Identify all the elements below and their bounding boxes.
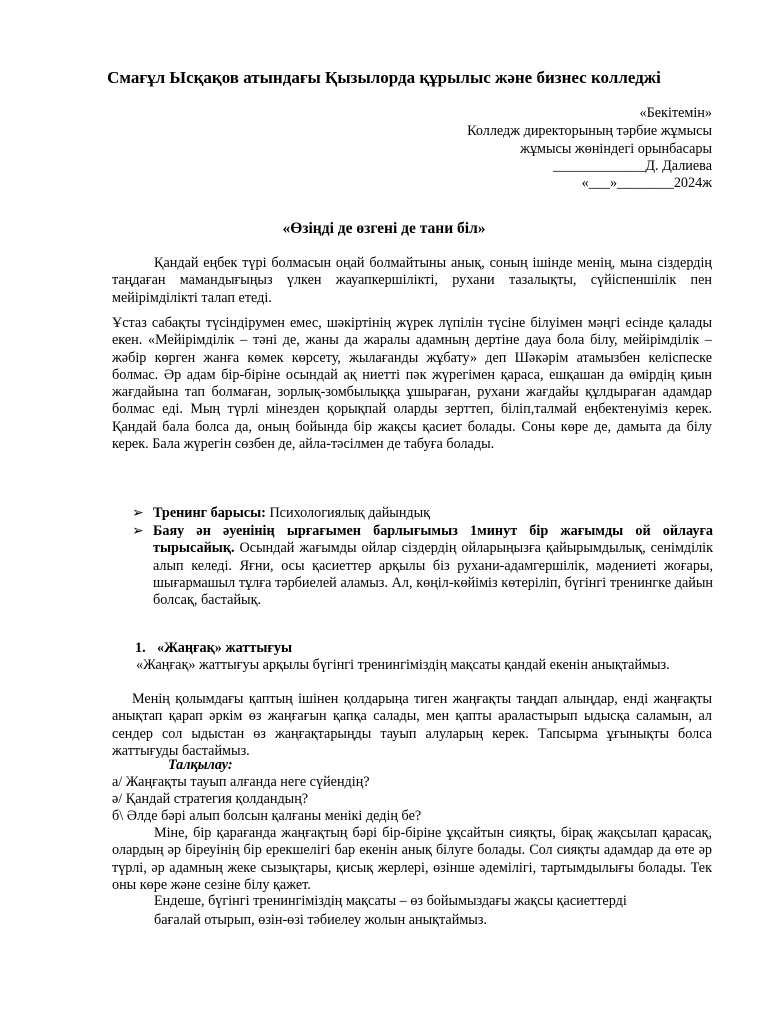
bullet-training-progress <box>153 505 713 522</box>
bullet-music-exercise <box>153 523 713 609</box>
discussion-question-3: б\ Әлде бәрі алып болсын қалғаны менікі дедің бе? <box>112 808 422 824</box>
bullet-arrow-icon: ➢ <box>132 523 144 539</box>
bullet-1-bold-text: Тренинг барысы: <box>153 505 266 521</box>
goal-paragraph-line-1: Ендеше, бүгінгі тренингіміздің мақсаты – өз бойымыздағы жақсы қасиеттерді <box>154 893 627 909</box>
discussion-question-1: а/ Жаңғақты тауып алғанда неге сүйендің? <box>112 774 370 790</box>
college-title: Смағұл Ысқақов атындағы Қызылорда құрылыс және бизнес колледжі <box>107 68 661 87</box>
approval-position-line1: Колледж директорының тәрбие жұмысы <box>467 123 712 139</box>
approval-position-line2: жұмысы жөніндегі орынбасары <box>520 141 712 157</box>
event-title: «Өзіңді де өзгені де тани біл» <box>282 220 486 237</box>
intro-paragraph-1: Қандай еңбек түрі болмасын оңай болмайтыны анық, соның ішінде менің, мына сіздердің таңдаған мамандығыңыз үлкен жауапкершілікті, рухани тазалықты, сүйіспеншілік пен мейірімділікті талап етеді. <box>112 255 712 306</box>
exercise-paragraph-3: Міне, бір қарағанда жаңғақтың бәрі бір-біріне ұқсайтын сияқты, бірақ жақсылап қарасақ, олардың әр біреуінің бір ерекшелігі бар екенін анық білуге болады. Сол сияқты адамдар да өте әр түрлі, әр адамның жеке сызықтары, қисық жерлері, өзінше әдемілігі, тартымдылығы болады. Тек оны көре және сезіне білу қажет. <box>112 825 712 893</box>
discussion-label: Талқылау: <box>168 757 233 773</box>
bullet-arrow-icon: ➢ <box>132 505 144 521</box>
bullet-2-text: Осындай жағымды ойлар сіздердің ойларыңызға қайырымдылық, сенімділік алып келеді. Яғни, осы қасиеттер арқылы біз рухани-адамгершілік, мәдениеті жоғары, шығармашыл тұлға тәрбиелей аламыз. Ал, көңіл-көйіміз көтеріліп, бүгінгі тренингке дайын болсақ, бастайық. <box>153 540 713 609</box>
exercise-paragraph-2: Менің қолымдағы қаптың ішінен қолдарыңа тиген жаңғақты таңдап алыңдар, енді жаңғақты анықтап қарап әркім өз жаңғағын қапқа салады, мен қапты араластырып ыдысқа саламын, ал сендер сол ыдыстан өз жаңғақтарыңды тауып алуларың керек. Тапсырма ұғынықты болса жаттығуды бастаймыз. <box>112 691 712 759</box>
approval-stamp-label: «Бекітемін» <box>639 105 712 121</box>
exercise-paragraph-1: «Жаңғақ» жаттығуы арқылы бүгінгі тренингіміздің мақсаты қандай екенін анықтаймыз. <box>136 657 670 673</box>
bullet-2-bold-text: Баяу ән әуенінің ырғағымен барлығымыз 1минут бір жағымды ой ойлауға тырысайық. <box>153 523 713 557</box>
discussion-question-2: ә/ Қандай стратегия қолдандың? <box>112 791 309 807</box>
approval-signature-line: _____________Д. Далиева <box>553 158 712 174</box>
exercise-number: 1. <box>135 640 146 656</box>
approval-date-line: «___»________2024ж <box>581 175 712 191</box>
goal-paragraph-line-2: бағалай отырып, өзін-өзі тәбиелеу жолын анықтаймыз. <box>154 912 487 928</box>
bullet-1-text: Психологиялық дайындық <box>265 505 431 521</box>
intro-paragraph-2: Ұстаз сабақты түсіндірумен емес, шәкіртінің жүрек лүпілін түсіне білуімен мәңгі есінде қалады екен. «Мейірімділік – тәні де, жаны да жаралы адамның дертіне дауа бола білу, мейірімділік – жәбір көрген жанға көмек көрсету, жылағанды жұбату» деп Шәкәрім атамызбен келіспеске болмас. Әр адам бір-біріне осындай ақ ниетті пәк жүрегімен қараса, ешқашан да өмірдің қиын жағдайына тап болмаған, зорлық-зомбылыққа ұшыраған, рухани жағдайы құлдыраған адамдар болмас еді. Мың түрлі мінезден қорықпай оларды зерттеп, біліп,талмай еңбектенуіміз керек. Қандай бала болса да, оның бойында бір жақсы қасиет болады. Соны көре де, дамыта да білу керек. Бала жүрегін сөзбен де, айла-тәсілмен де табуға болады. <box>112 315 712 453</box>
exercise-heading: «Жаңғақ» жаттығуы <box>157 640 293 656</box>
